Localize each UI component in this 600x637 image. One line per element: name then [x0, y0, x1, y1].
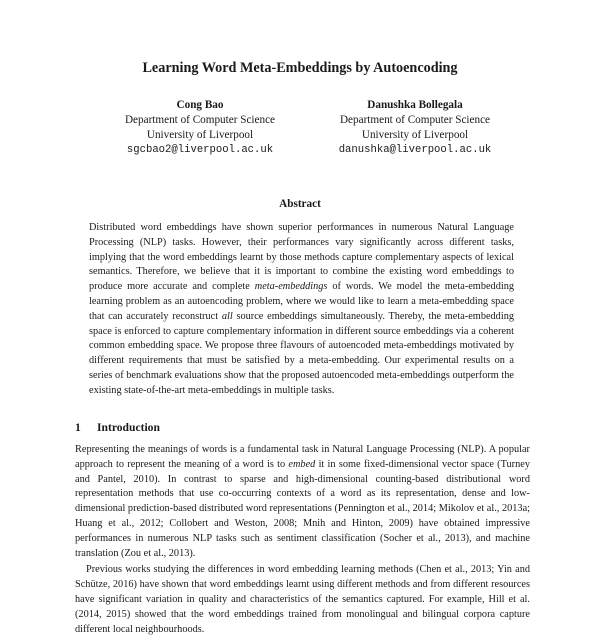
paragraph-part: it in some fixed-dimensional vector space (Turney and Pantel, 2010). In contrast to sparse and high-dimensional counting-based distributional word representation methods that use co-occurring contexts of a word as its representation, dense and low-dimensional prediction-based distributed word representations (Pennington et al., 2014; Mikolov et al., 2013a; Huang et al., 2012; Collobert and Weston, 2008; Mnih and Hinton, 2009) have obtained impressive performances in numerous NLP tasks such as sentiment classification (Socher et al., 2013), and machine translation (Zou et al., 2013). [75, 458, 530, 559]
abstract-part: Distributed word embeddings have shown superior performances in numerous Natural Language Processing (NLP) tasks. However, their performances vary significantly across different tasks, implying that the word embeddings learnt by those methods capture complementary aspects of lexical semantics. Therefore, we believe that it is important to combine the existing word embeddings to produce more accurate and complete [89, 222, 514, 293]
author-univ: University of Liverpool [361, 129, 469, 141]
paragraph-emphasis: embed [288, 458, 316, 470]
abstract-part: source embeddings simultaneously. Thereby, the meta-embedding space is enforced to capture complementary information in different source embeddings via a coherent common embedding space. We propose three flavours of autoencoded meta-embeddings motivated by different requirements that must be satisfied by a meta-embedding. Our experimental results on a series of benchmark evaluations show that the proposed autoencoded meta-embeddings outperform the existing state-of-the-art meta-embeddings in multiple tasks. [89, 310, 514, 396]
author-dept: Department of Computer Science [124, 114, 276, 126]
abstract-emphasis: meta-embeddings [254, 281, 328, 293]
paragraph: Previous works studying the differences in word embedding learning methods (Chen et al., 2013; Yin and Schütze, 2016) have shown that word embeddings learnt using different methods and from different resources have significant variation in quality and characteristics of the semantics captured. For example, Hill et al. (2014, 2015) showed that the word embeddings trained from monolingual and bilingual corpora capture different local neighbourhoods. [75, 564, 530, 635]
author-dept: Department of Computer Science [339, 114, 491, 126]
author-univ: University of Liverpool [146, 129, 254, 141]
abstract-part: of words. We model the meta-embedding learning problem as an autoencoding problem, where we would like to learn a meta-embedding space that can accurately reconstruct [89, 281, 514, 322]
author-email: sgcbao2@liverpool.ac.uk [126, 144, 274, 156]
paper-title: Learning Word Meta-Embeddings by Autoencoding [142, 60, 458, 76]
paragraph [75, 443, 530, 561]
paragraph-part: Representing the meanings of words is a fundamental task in Natural Language Processing (NLP). A popular approach to represent the meaning of a word is to [75, 444, 530, 470]
author-email: danushka@liverpool.ac.uk [338, 144, 492, 156]
author-name: Danushka Bollegala [367, 99, 463, 111]
author-block-1 [100, 98, 300, 158]
author-block-2 [315, 98, 515, 158]
section-heading [75, 421, 535, 434]
section-body [75, 443, 530, 637]
author-name: Cong Bao [176, 99, 224, 111]
section-title: Introduction [97, 421, 160, 434]
abstract-emphasis: all [221, 310, 233, 322]
abstract-text [89, 221, 514, 399]
section-number: 1 [75, 421, 81, 434]
abstract-heading: Abstract [279, 198, 321, 210]
